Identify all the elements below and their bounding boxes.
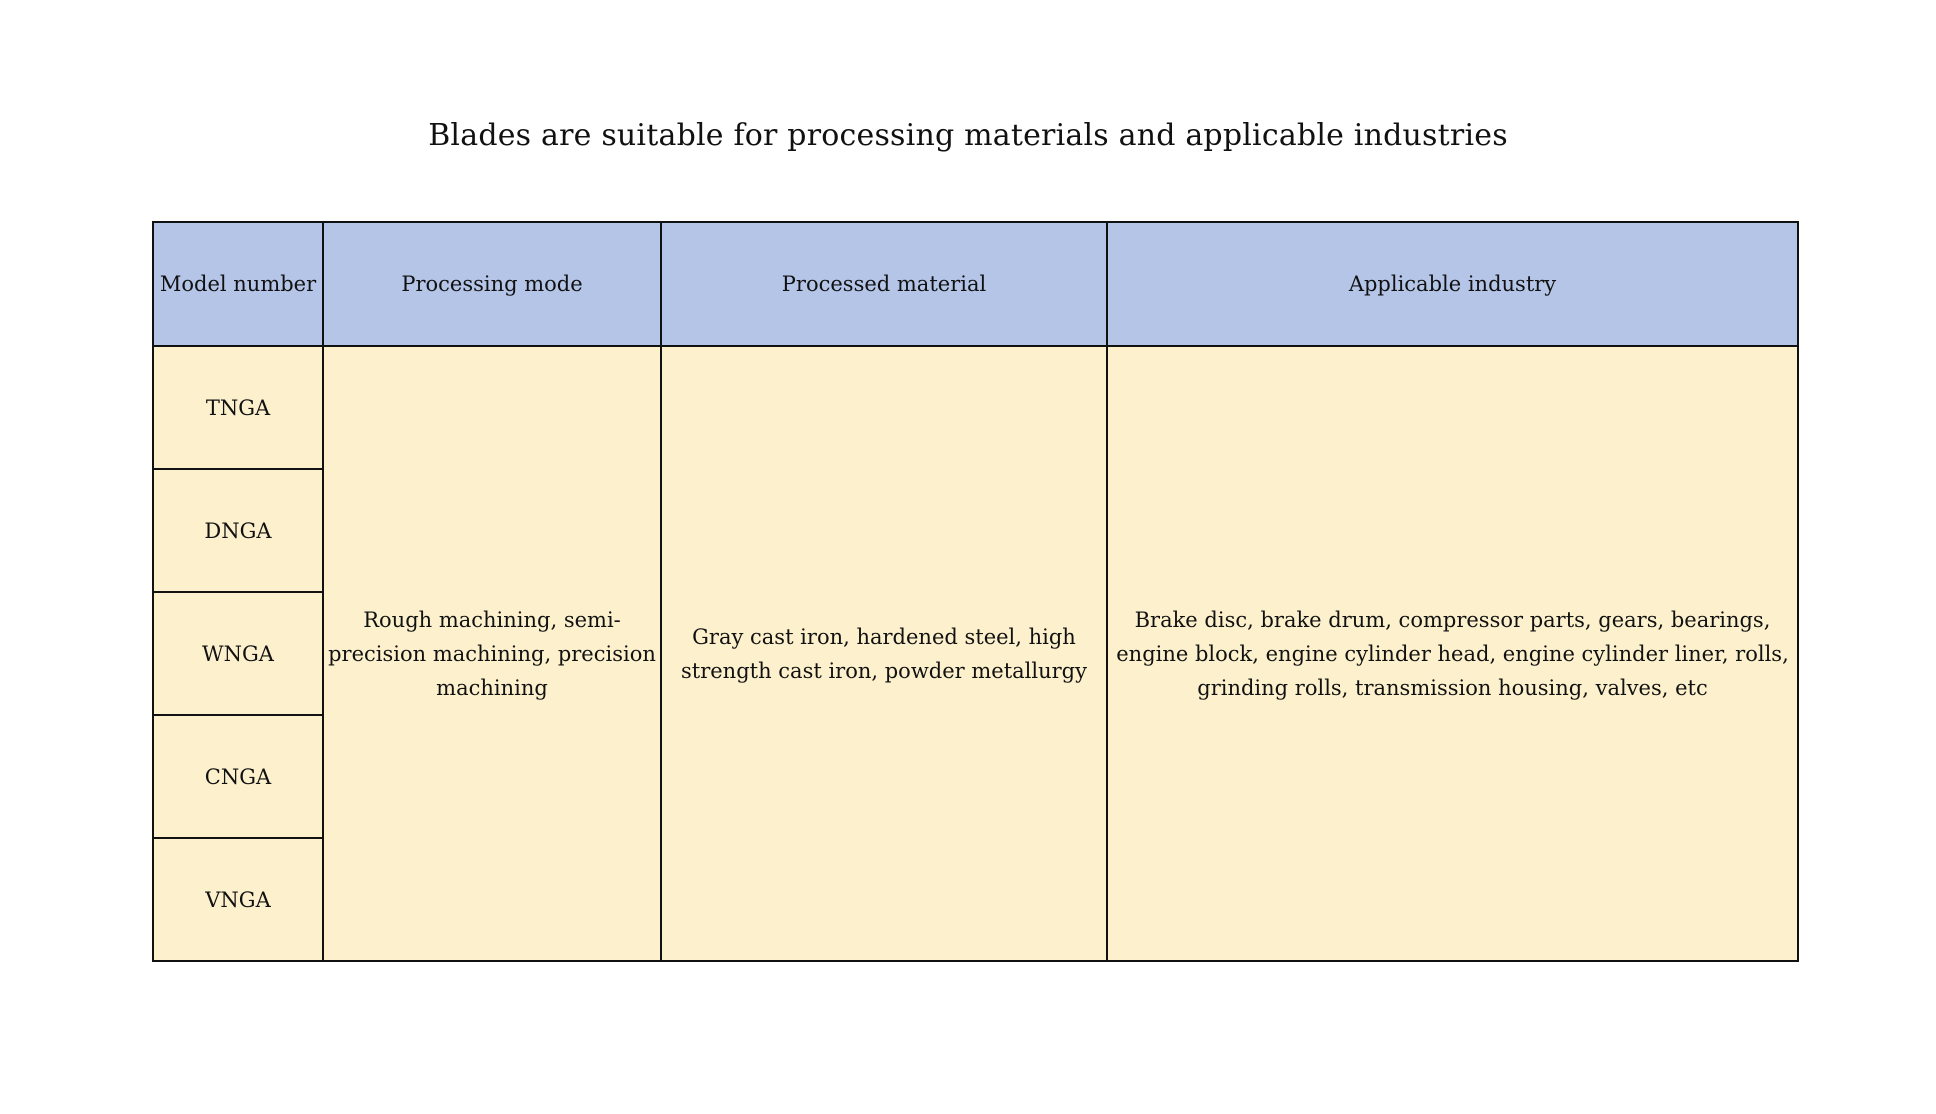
header-row	[153, 222, 1798, 346]
processing-mode-cell: Rough machining, semi-precision machining, precision machining	[323, 346, 661, 961]
applicable-industry-cell: Brake disc, brake drum, compressor parts, gears, bearings, engine block, engine cylinder head, engine cylinder liner, rolls, grinding rolls, transmission housing, valves, etc	[1107, 346, 1798, 961]
model-cell-wnga: WNGA	[153, 592, 323, 715]
model-cell-vnga: VNGA	[153, 838, 323, 961]
processed-material-cell: Gray cast iron, hardened steel, high strength cast iron, powder metallurgy	[661, 346, 1107, 961]
header-processed-material: Processed material	[661, 222, 1107, 346]
table-row	[153, 346, 1798, 469]
page-title: Blades are suitable for processing materials and applicable industries	[428, 118, 1508, 153]
header-model-number: Model number	[153, 222, 323, 346]
model-cell-tnga: TNGA	[153, 346, 323, 469]
header-processing-mode: Processing mode	[323, 222, 661, 346]
model-cell-cnga: CNGA	[153, 715, 323, 838]
blades-table	[152, 221, 1799, 962]
header-applicable-industry: Applicable industry	[1107, 222, 1798, 346]
model-cell-dnga: DNGA	[153, 469, 323, 592]
